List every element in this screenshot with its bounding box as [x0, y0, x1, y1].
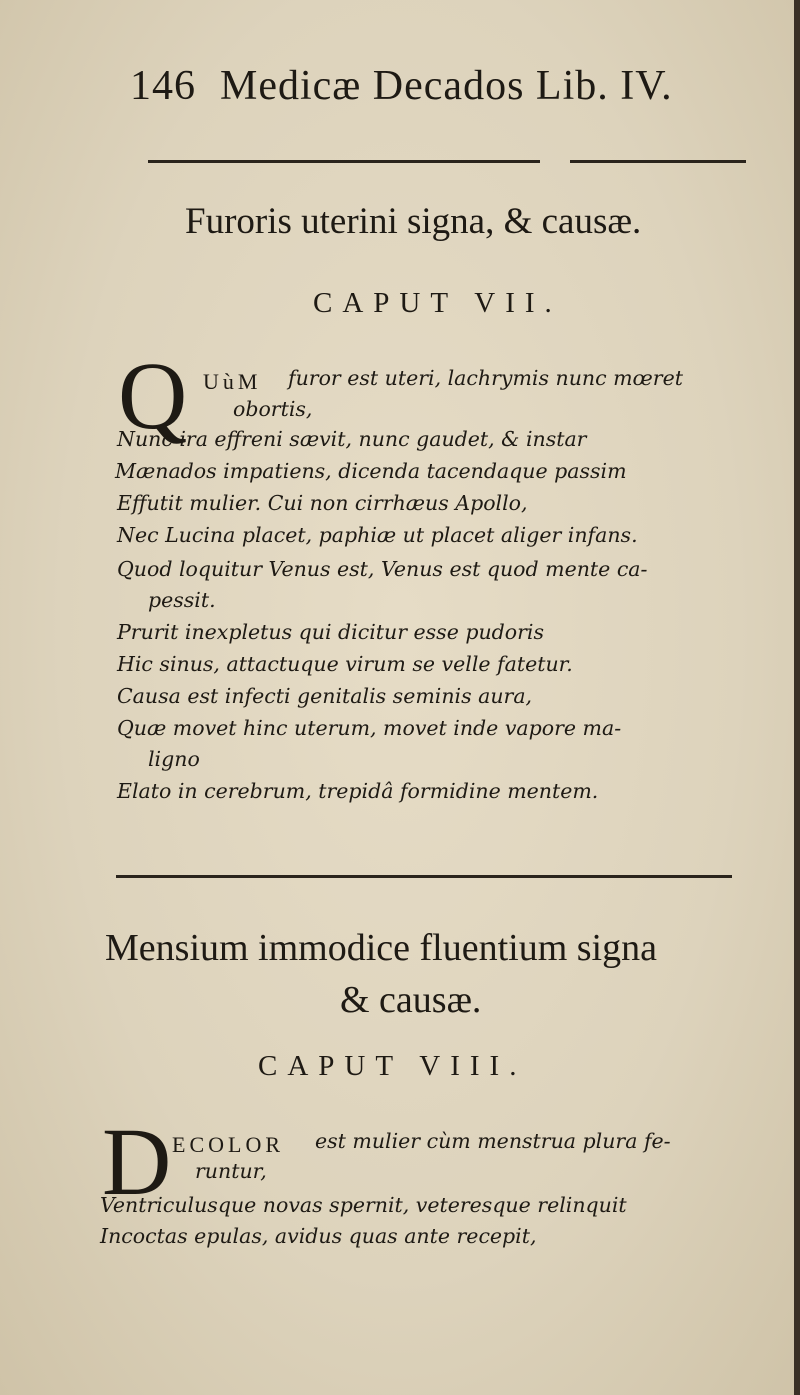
first-word: UùM	[203, 369, 262, 394]
verse-line: Elato in cerebrum, trepidâ formidine mentem.	[117, 779, 599, 803]
section-title: Furoris uterini signa, & causæ.	[185, 201, 642, 242]
page-number: 146	[130, 63, 196, 109]
verse-line: Ventriculusque novas spernit, veteresque relinquit	[100, 1193, 627, 1217]
drop-cap: Q	[118, 342, 188, 449]
verse-line: Incoctas epulas, avidus quas ante recepit,	[100, 1224, 537, 1248]
verse-line: Quæ movet hinc uterum, movet inde vapore ma-	[117, 716, 622, 740]
verse-line: ligno	[148, 747, 200, 771]
verse-line: Mænados impatiens, dicenda tacendaque passim	[115, 459, 627, 483]
header-rule	[148, 160, 540, 163]
page-edge	[794, 0, 800, 1395]
verse-line: Effutit mulier. Cui non cirrhæus Apollo,	[117, 491, 528, 515]
first-word: ECOLOR	[172, 1132, 284, 1157]
running-title: Medicæ Decados Lib. IV.	[220, 63, 673, 109]
drop-cap: D	[102, 1108, 172, 1215]
chapter-heading: CAPUT VIII.	[258, 1050, 527, 1082]
verse-line: est mulier cùm menstrua plura fe-	[315, 1129, 671, 1153]
section-title: Mensium immodice fluentium signa	[105, 927, 657, 969]
verse-line: obortis,	[233, 397, 313, 421]
verse-line: Prurit inexpletus qui dicitur esse pudoris	[117, 620, 545, 644]
verse-line: Nec Lucina placet, paphiæ ut placet aliger infans.	[117, 523, 638, 547]
running-header	[130, 62, 673, 110]
section-divider	[116, 875, 732, 878]
verse-line: Causa est infecti genitalis seminis aura,	[117, 684, 533, 708]
verse-line: runtur,	[195, 1159, 267, 1183]
verse-line: Hic sinus, attactuque virum se velle fatetur.	[117, 652, 573, 676]
section-title: & causæ.	[340, 979, 482, 1021]
verse-line: furor est uteri, lachrymis nunc mœret	[288, 366, 683, 390]
chapter-heading: CAPUT VII.	[313, 287, 562, 319]
verse-line: Quod loquitur Venus est, Venus est quod mente ca-	[117, 557, 648, 581]
verse-line: Nunc ira effreni sævit, nunc gaudet, & instar	[117, 427, 587, 451]
verse-line: pessit.	[148, 588, 216, 612]
header-rule	[570, 160, 746, 163]
